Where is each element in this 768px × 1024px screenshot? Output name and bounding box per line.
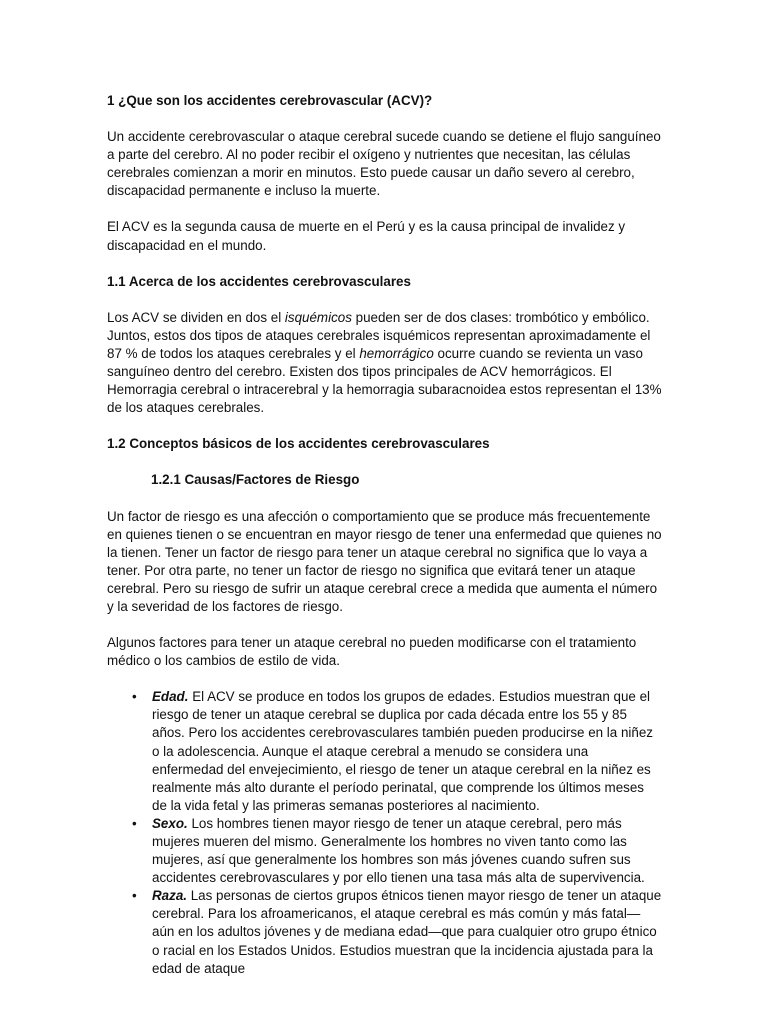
heading-section-1-2-1: 1.2.1 Causas/Factores de Riesgo: [151, 472, 360, 488]
paragraph-risk-factor: Un factor de riesgo es una afección o comportamiento que se produce más frecuentemente en quienes tienen o se encuentran en mayor riesgo de tener una enfermedad que quienes no la tienen. Tener un factor de riesgo para tener un ataque cerebral no significa que lo vaya a tener. Por otra parte, no tener un factor de riesgo no significa que evitará tener un ataque cerebral. Pero su riesgo de sufrir un ataque cerebral crece a medida que aumenta el número y la severidad de los factores de riesgo.: [107, 508, 662, 614]
paragraph-non-modifiable: Algunos factores para tener un ataque cerebral no pueden modificarse con el tratamiento médico o los cambios de estilo de vida.: [107, 635, 637, 669]
list-item-sexo: [107, 815, 662, 887]
heading-section-1-1: 1.1 Acerca de los accidentes cerebrovasculares: [107, 273, 411, 289]
term-sexo: Sexo.: [152, 815, 188, 831]
list-item-raza: [107, 887, 662, 977]
term-raza: Raza.: [152, 888, 187, 904]
list-item-edad: [107, 688, 662, 815]
list-item-text: Los hombres tienen mayor riesgo de tener un ataque cerebral, pero más mujeres mueren del mismo. Generalmente los hombres no viven tanto como las mujeres, así que generalmente los hombres son más jóvenes cuando sufren sus accidentes cerebrovasculares y por ello tienen una tasa más alta de supervivencia.: [152, 815, 645, 886]
paragraph-acv-definition: Un accidente cerebrovascular o ataque cerebral sucede cuando se detiene el flujo sanguíneo a parte del cerebro. Al no poder recibir el oxígeno y nutrientes que necesitan, las células cerebrales comienzan a morir en minutos. Esto puede causar un daño severo al cerebro, discapacidad permanente e incluso la muerte.: [107, 129, 661, 199]
text-run: Los ACV se dividen en dos el: [107, 309, 285, 325]
paragraph-acv-types: [107, 309, 662, 418]
text-run: pueden ser de dos clases: trombótico y embólico. Juntos, estos dos tipos de ataques cerebrales isquémicos representan aproximadamente el 87 % de todos los ataques cerebrales y el: [107, 309, 651, 361]
paragraph-acv-peru: El ACV es la segunda causa de muerte en el Perú y es la causa principal de invalidez y discapacidad en el mundo.: [107, 219, 626, 253]
bullet-icon: •: [132, 888, 137, 904]
list-item-text: El ACV se produce en todos los grupos de edades. Estudios muestran que el riesgo de tener un ataque cerebral se duplica por cada década entre los 55 y 85 años. Pero los accidentes cerebrovasculares también pueden producirse en la niñez o la adolescencia. Aunque el ataque cerebral a menudo se considera una enfermedad del envejecimiento, el riesgo de tener un ataque cerebral en la niñez es realmente más alto durante el período perinatal, que comprende los últimos meses de la vida fetal y las primeras semanas posteriores al nacimiento.: [152, 689, 653, 813]
term-edad: Edad.: [152, 689, 189, 705]
text-run: ocurre cuando se revienta un vaso sanguíneo dentro del cerebro. Existen dos tipos principales de ACV hemorrágicos. El Hemorragia cerebral o intracerebral y la hemorragia subaracnoidea estos representan el 13% de los ataques cerebrales.: [107, 345, 662, 416]
document-body: [107, 92, 662, 978]
list-item-text: Las personas de ciertos grupos étnicos tienen mayor riesgo de tener un ataque cerebral. Para los afroamericanos, el ataque cerebral es más común y más fatal—aún en los adultos jóvenes y de mediana edad—que para cualquier otro grupo étnico o racial en los Estados Unidos. Estudios muestran que la incidencia ajustada para la edad de ataque: [152, 888, 662, 976]
heading-section-1: 1 ¿Que son los accidentes cerebrovascular (ACV)?: [107, 93, 433, 108]
bullet-icon: •: [132, 815, 137, 831]
italic-hemorragico: hemorrágico: [359, 345, 434, 361]
italic-isquemicos: isquémicos: [284, 309, 352, 325]
risk-factor-list: [107, 688, 662, 978]
bullet-icon: •: [132, 689, 137, 705]
heading-section-1-2: 1.2 Conceptos básicos de los accidentes cerebrovasculares: [107, 436, 490, 452]
